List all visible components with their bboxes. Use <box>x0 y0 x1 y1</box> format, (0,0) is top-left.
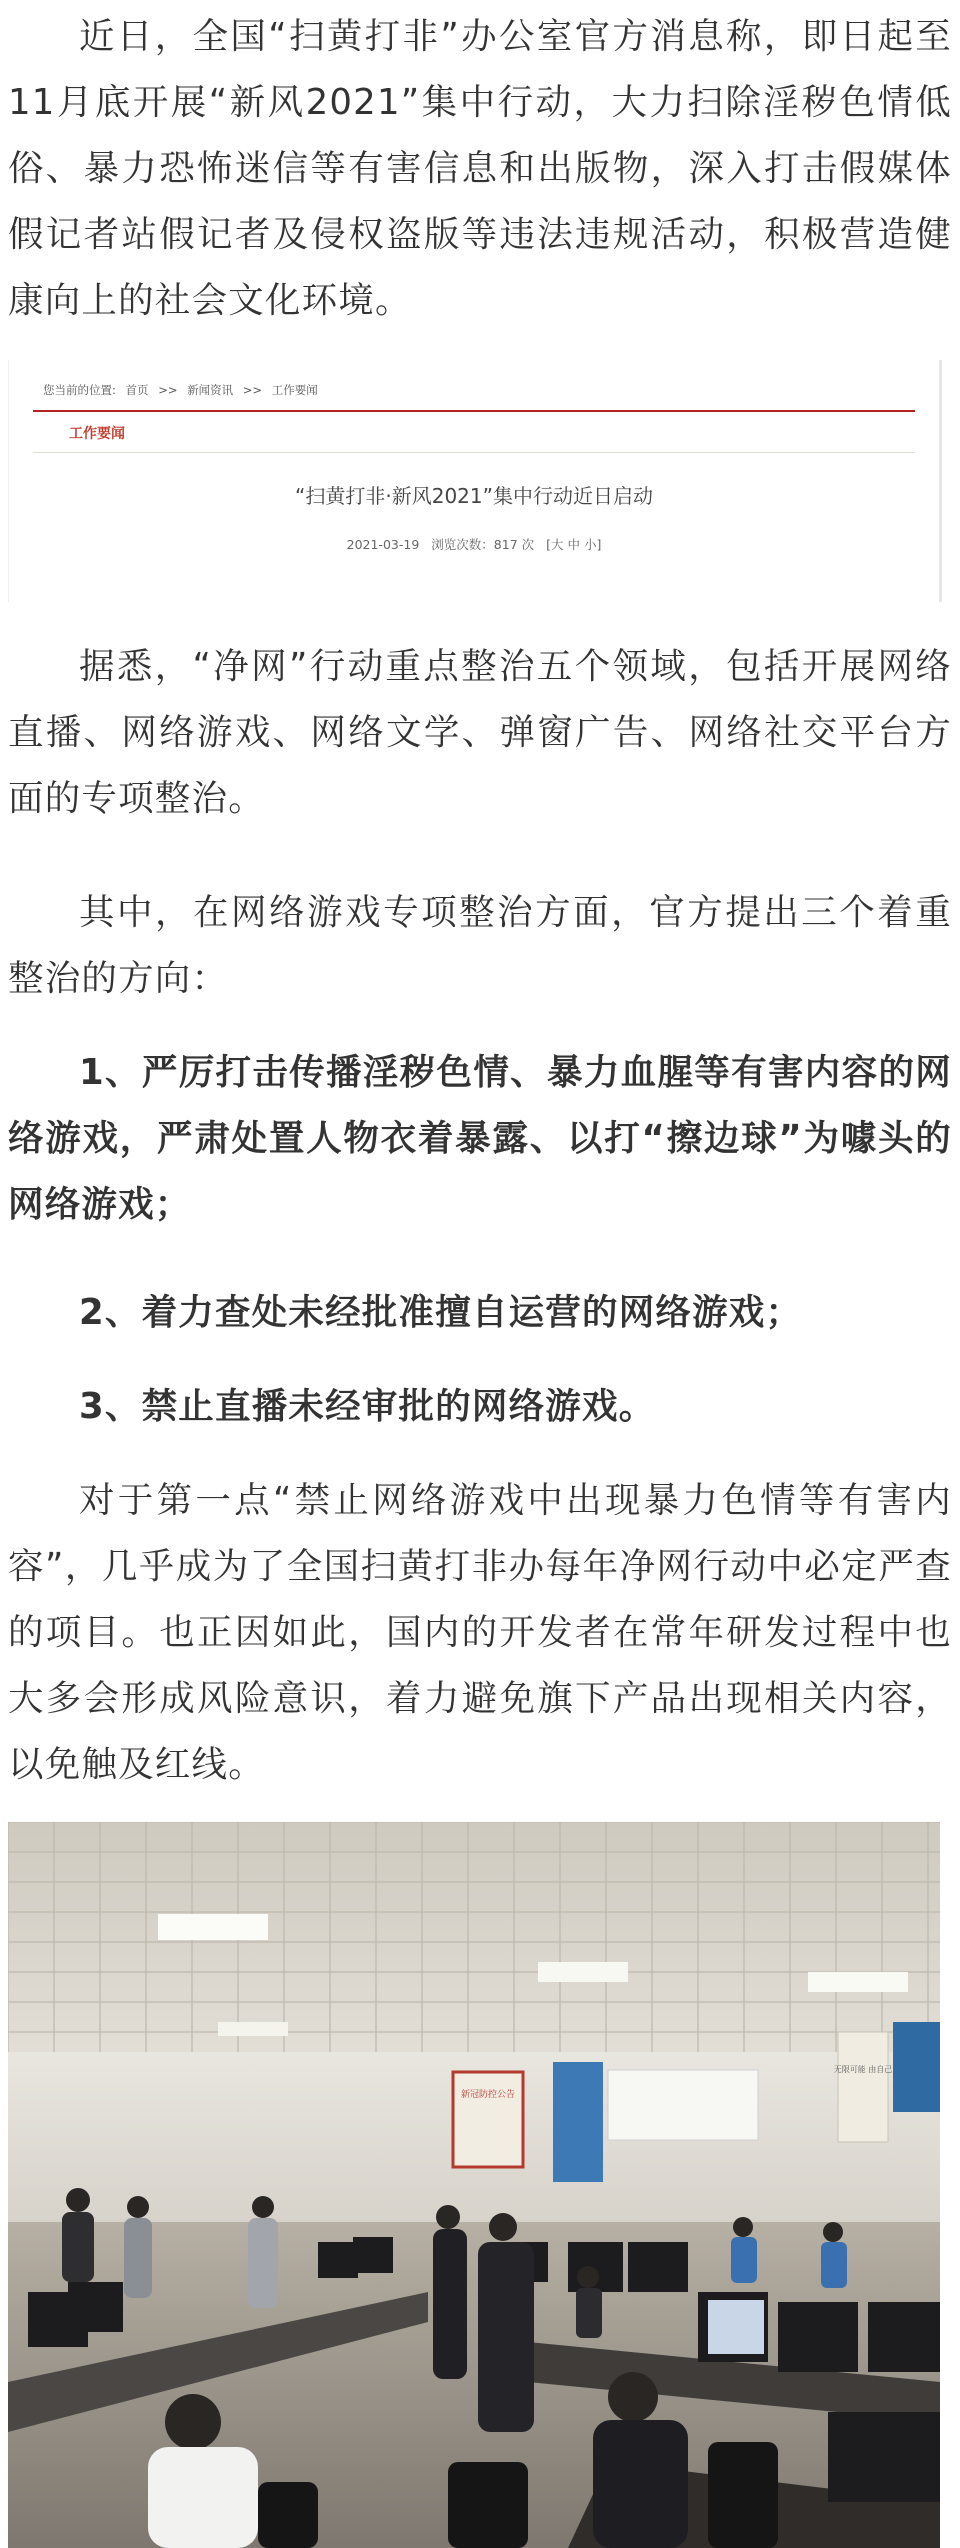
article-views: 浏览次数：817 次 <box>431 537 535 552</box>
direction-item-2: 2、着力查处未经批准擅自运营的网络游戏； <box>79 1292 803 1333</box>
blue-poster <box>553 2062 603 2182</box>
breadcrumb-separator: >> <box>158 383 178 397</box>
breadcrumb <box>43 382 324 398</box>
monitor-screen <box>708 2300 764 2354</box>
wall-poster <box>838 2032 888 2142</box>
whiteboard <box>608 2070 758 2140</box>
ceiling-light <box>538 1962 628 1982</box>
intro-paragraph: 近日，全国“扫黄打非”办公室官方消息称，即日起至11月底开展“新风2021”集中行动，大力扫除淫秽色情低俗、暴力恐怖迷信等有害信息和出版物，深入打击假媒体假记者站假记者及侵权盗版等违法违规活动，积极营造健康向上的社会文化环境。 <box>8 16 952 321</box>
blue-panel <box>893 2022 940 2112</box>
ceiling-light <box>158 1914 268 1940</box>
office-photo <box>8 1822 940 2548</box>
section-label: 工作要闻 <box>69 426 125 442</box>
article-title: “扫黄打非·新风2021”集中行动近日启动 <box>295 484 653 508</box>
conclusion-paragraph: 对于第一点“禁止网络游戏中出现暴力色情等有害内容”，几乎成为了全国扫黄打非办每年净网行动中必定严查的项目。也正因如此，国内的开发者在常年研发过程中也大多会形成风险意识，着力避免旗下产品出现相关内容，以免触及红线。 <box>8 1480 952 1785</box>
three-directions-paragraph: 其中，在网络游戏专项整治方面，官方提出三个着重整治的方向： <box>8 892 952 999</box>
breadcrumb-separator: >> <box>242 383 263 397</box>
article-meta <box>9 535 939 553</box>
breadcrumb-current[interactable]: 工作要闻 <box>271 383 318 397</box>
ceiling-light <box>218 2022 288 2036</box>
news-site-screenshot <box>8 360 942 602</box>
direction-item-3: 3、禁止直播未经审批的网络游戏。 <box>79 1386 656 1427</box>
wall-poster <box>453 2072 523 2167</box>
font-size-switcher[interactable]: [大 中 小] <box>546 537 602 552</box>
ceiling-light <box>808 1972 908 1992</box>
section-divider <box>33 452 915 453</box>
breadcrumb-home[interactable]: 首页 <box>125 383 149 397</box>
breadcrumb-prefix: 您当前的位置: <box>43 383 116 397</box>
poster-text: 新冠防控公告 <box>460 2090 516 2100</box>
breadcrumb-news[interactable]: 新闻资讯 <box>187 383 234 397</box>
direction-item-1: 1、严厉打击传播淫秽色情、暴力血腥等有害内容的网络游戏，严肃处置人物衣着暴露、以打“擦边球”为噱头的网络游戏； <box>8 1052 952 1225</box>
poster-text: 无限可能 由自己 <box>833 2065 893 2074</box>
header-divider <box>33 410 915 412</box>
five-areas-paragraph: 据悉，“净网”行动重点整治五个领域，包括开展网络直播、网络游戏、网络文学、弹窗广告、网络社交平台方面的专项整治。 <box>8 646 952 819</box>
article-date: 2021-03-19 <box>346 537 420 552</box>
